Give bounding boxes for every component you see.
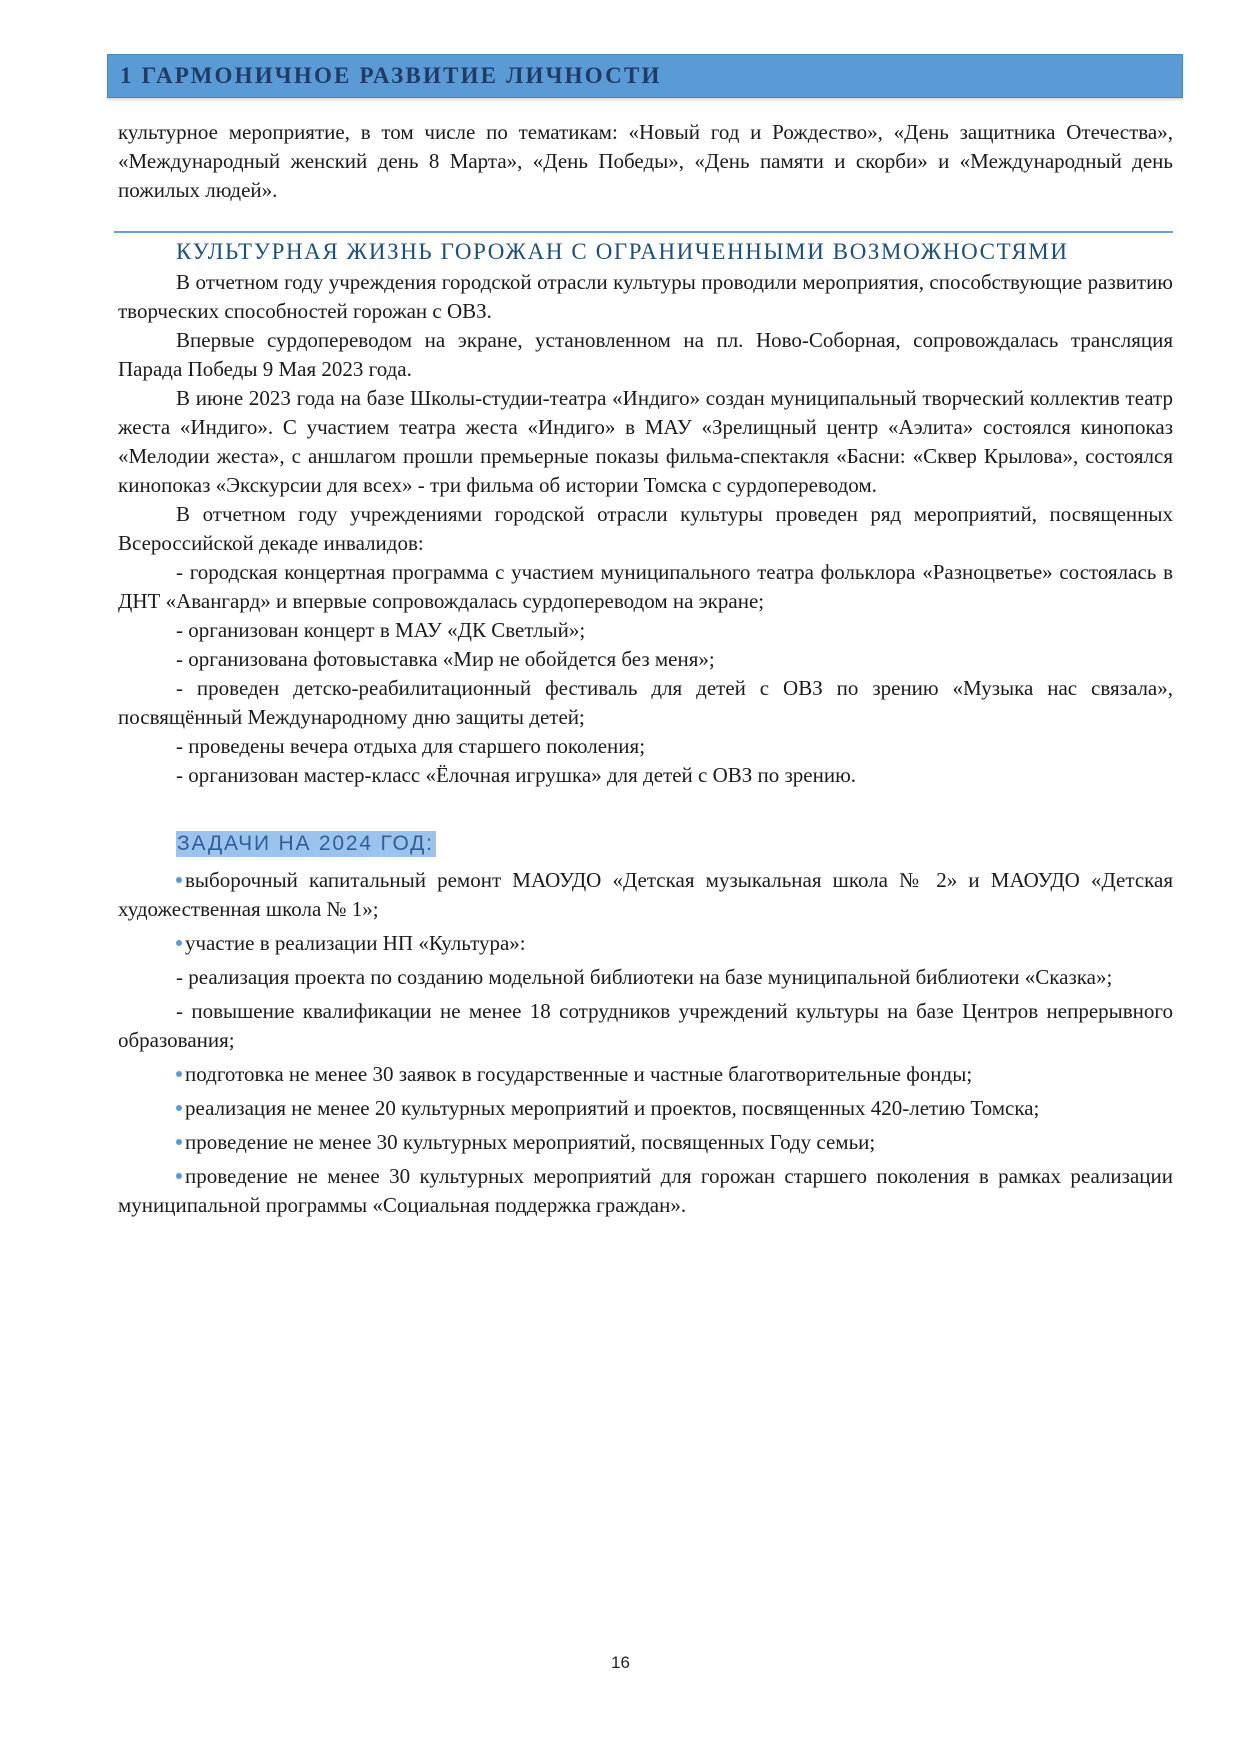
task-item [118,929,1173,958]
task-item-text: выборочный капитальный ремонт МАОУДО «Детская музыкальная школа № 2» и МАОУДО «Детская художественная школа № 1»; [118,868,1173,921]
bullet-icon [176,1105,182,1111]
list-item: - городская концертная программа с участием муниципального театра фольклора «Разноцветье» состоялась в ДНТ «Авангард» и впервые сопровождалась сурдопереводом на экране; [118,560,1173,613]
page-number: 16 [611,1653,630,1672]
bullet-icon [176,1139,182,1145]
section-paragraph: В отчетном году учреждениями городской отрасли культуры проведен ряд мероприятий, посвященных Всероссийской декаде инвалидов: [118,502,1173,555]
task-item [118,1094,1173,1123]
bullet-icon [176,1071,182,1077]
intro-paragraph: культурное мероприятие, в том числе по тематикам: «Новый год и Рождество», «День защитника Отечества», «Международный женский день 8 Марта», «День Победы», «День памяти и скорби» и «Международный день пожилых людей». [118,120,1173,202]
list-item: - организована фотовыставка «Мир не обойдется без меня»; [176,647,715,671]
bullet-icon [176,877,182,883]
section-paragraph: Впервые сурдопереводом на экране, установленном на пл. Ново-Соборная, сопровождалась трансляция Парада Победы 9 Мая 2023 года. [118,328,1173,381]
task-item [118,866,1173,924]
section-title: КУЛЬТУРНАЯ ЖИЗНЬ ГОРОЖАН С ОГРАНИЧЕННЫМИ ВОЗМОЖНОСТЯМИ [176,239,1069,264]
section-divider [114,231,1173,233]
chapter-title: 1 ГАРМОНИЧНОЕ РАЗВИТИЕ ЛИЧНОСТИ [120,63,662,88]
bullet-icon [176,940,182,946]
task-item [118,1128,1173,1157]
tasks-heading [176,828,1173,858]
task-item-text: реализация не менее 20 культурных мероприятий и проектов, посвященных 420-летию Томска; [185,1096,1040,1120]
task-item-text: подготовка не менее 30 заявок в государственные и частные благотворительные фонды; [185,1062,973,1086]
tasks-heading-text: ЗАДАЧИ НА 2024 ГОД: [177,832,434,855]
bullet-icon [176,1173,182,1179]
list-item: - проведен детско-реабилитационный фестиваль для детей с ОВЗ по зрению «Музыка нас связала», посвящённый Международному дню защиты детей; [118,676,1173,729]
task-item-text: проведение не менее 30 культурных мероприятий для горожан старшего поколения в рамках реализации муниципальной программы «Социальная поддержка граждан». [118,1164,1173,1217]
page-content [118,118,1173,1220]
list-item: - проведены вечера отдыха для старшего поколения; [176,734,646,758]
list-item: - организован концерт в МАУ «ДК Светлый»; [176,618,586,642]
section-paragraph: В июне 2023 года на базе Школы-студии-театра «Индиго» создан муниципальный творческий коллектив театр жеста «Индиго». С участием театра жеста «Индиго» в МАУ «Зрелищный центр «Аэлита» состоялся кинопоказ «Мелодии жеста», с аншлагом прошли премьерные показы фильма-спектакля «Басни: «Сквер Крылова», состоялся кинопоказ «Экскурсии для всех» - три фильма об истории Томска с сурдопереводом. [118,386,1173,497]
task-item-text: проведение не менее 30 культурных мероприятий, посвященных Году семьи; [185,1130,876,1154]
task-subitem: - реализация проекта по созданию модельной библиотеки на базе муниципальной библиотеки «Сказка»; [176,965,1113,989]
task-item [118,1162,1173,1220]
task-item [118,1060,1173,1089]
chapter-header-bar [107,54,1183,98]
task-item-text: участие в реализации НП «Культура»: [185,931,526,955]
list-item: - организован мастер-класс «Ёлочная игрушка» для детей с ОВЗ по зрению. [176,763,857,787]
task-subitem: - повышение квалификации не менее 18 сотрудников учреждений культуры на базе Центров непрерывного образования; [118,999,1173,1052]
section-paragraph: В отчетном году учреждения городской отрасли культуры проводили мероприятия, способствующие развитию творческих способностей горожан с ОВЗ. [118,270,1173,323]
